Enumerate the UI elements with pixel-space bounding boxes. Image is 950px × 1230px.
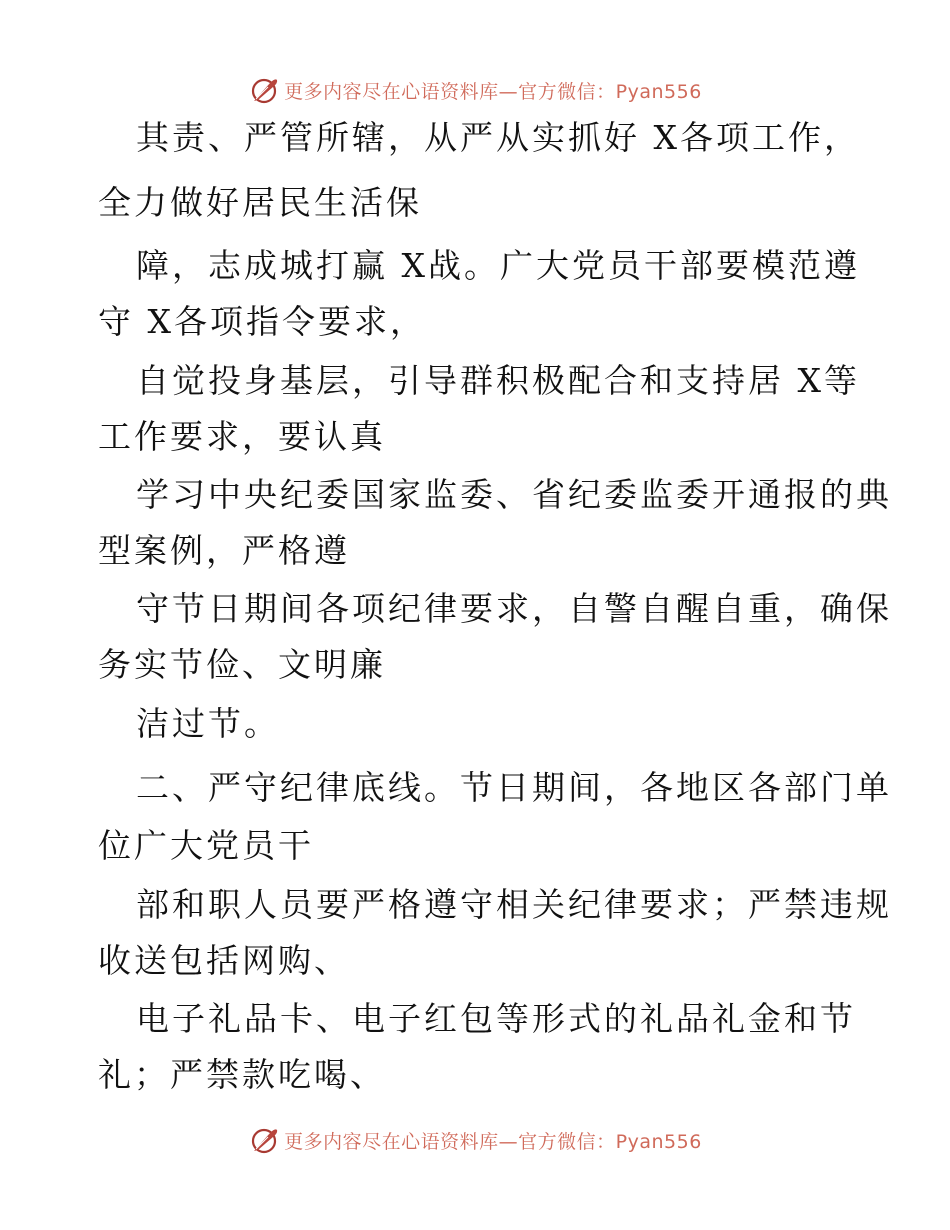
header-banner-text: 更多内容尽在心语资料库—官方微信：Pyan556 [284,80,702,103]
document-line: 工作要求，要认真 [98,417,386,456]
header-banner-content [248,74,702,106]
document-line: 学习中央纪委国家监委、省纪委监委开通报的典 [136,475,892,514]
footer-banner [0,1120,950,1160]
document-line: 部和职人员要严格遵守相关纪律要求；严禁违规 [136,885,892,924]
document-line: 自觉投身基层，引导群积极配合和支持居 X等 [136,361,860,400]
document-line: 全力做好居民生活保 [98,183,422,222]
document-line: 电子礼品卡、电子红包等形式的礼品礼金和节 [136,999,856,1038]
document-line: 障，志成城打赢 X战。广大党员干部要模范遵 [136,246,860,285]
document-line: 型案例，严格遵 [98,531,350,570]
feather-pen-seal-icon [248,1124,280,1156]
footer-banner-text: 更多内容尽在心语资料库—官方微信：Pyan556 [284,1130,702,1153]
document-line: 收送包括网购、 [98,941,350,980]
document-line: 守节日期间各项纪律要求，自警自醒自重，确保 [136,589,892,628]
footer-banner-content [248,1124,702,1156]
document-line: 其责、严管所辖，从严从实抓好 X各项工作， [136,118,860,157]
document-line: 务实节俭、文明廉 [98,645,386,684]
document-line: 洁过节。 [136,704,280,743]
document-line: 守 X各项指令要求， [98,302,426,341]
feather-pen-seal-icon [248,74,280,106]
document-line: 二、严守纪律底线。节日期间，各地区各部门单 [136,768,892,807]
header-banner [0,70,950,110]
document-line: 位广大党员干 [98,826,314,865]
document-line: 礼；严禁款吃喝、 [98,1055,386,1094]
